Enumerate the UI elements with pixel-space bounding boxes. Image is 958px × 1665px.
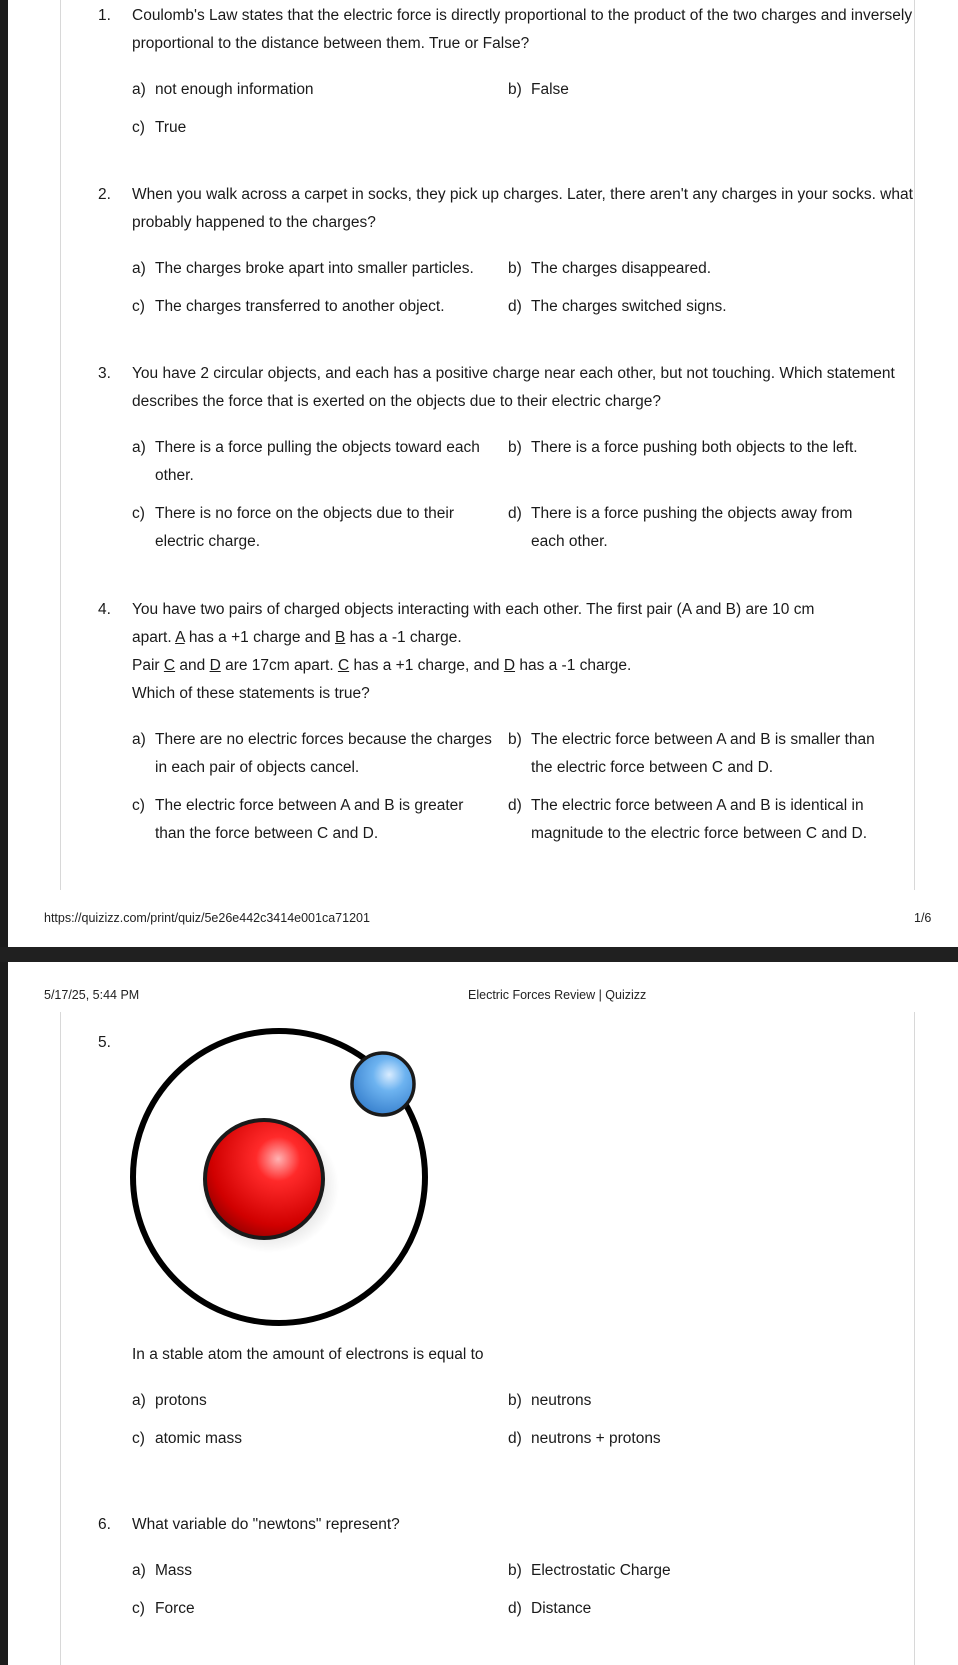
question-number: 2. xyxy=(98,186,111,203)
option-d[interactable]: d) The electric force between A and B is identical in magnitude to the electric force between C and D. xyxy=(508,797,868,842)
options xyxy=(132,434,918,550)
question-5 xyxy=(98,1029,918,1453)
option-a[interactable]: a) The charges broke apart into smaller particles. xyxy=(132,260,474,277)
question-2 xyxy=(98,181,918,321)
question-text: When you walk across a carpet in socks, they pick up charges. Later, there aren't any charges in your socks. what probably happened to the charges? xyxy=(132,186,913,231)
page-border-left xyxy=(60,0,61,890)
option-c[interactable]: c) atomic mass xyxy=(132,1430,242,1447)
question-text: In a stable atom the amount of electrons is equal to xyxy=(132,1346,484,1363)
print-page-2 xyxy=(8,962,958,1665)
options xyxy=(132,255,918,321)
option-c[interactable]: c) Force xyxy=(132,1600,195,1617)
footer-page-number: 1/6 xyxy=(914,911,932,925)
atom-diagram-container xyxy=(132,1029,918,1331)
option-b[interactable]: b) The electric force between A and B is smaller than the electric force between C and D. xyxy=(508,731,875,776)
option-b[interactable]: b) neutrons xyxy=(508,1392,592,1409)
option-b[interactable]: b) False xyxy=(508,81,569,98)
question-1 xyxy=(98,2,918,142)
option-c[interactable]: c) The charges transferred to another object. xyxy=(132,298,445,315)
option-c[interactable]: c) True xyxy=(132,119,187,136)
question-4 xyxy=(98,596,918,866)
option-c[interactable]: c) There is no force on the objects due to their electric charge. xyxy=(132,505,454,550)
header-title: Electric Forces Review | Quizizz xyxy=(468,988,647,1002)
question-text: Coulomb's Law states that the electric force is directly proportional to the product of the two charges and inversely proportional to the distance between them. True or False? xyxy=(132,7,913,52)
page-border-left xyxy=(60,1012,61,1665)
option-a[interactable]: a) not enough information xyxy=(132,81,314,98)
option-b[interactable]: b) There is a force pushing both objects to the left. xyxy=(508,439,858,456)
option-b[interactable]: b) The charges disappeared. xyxy=(508,260,712,277)
question-number: 5. xyxy=(98,1034,111,1051)
electron xyxy=(352,1053,414,1115)
question-6 xyxy=(98,1511,918,1623)
nucleus xyxy=(205,1120,323,1238)
question-number: 6. xyxy=(98,1516,111,1533)
options xyxy=(132,726,918,866)
option-d[interactable]: d) Distance xyxy=(508,1600,592,1617)
option-d[interactable]: d) neutrons + protons xyxy=(508,1430,661,1447)
option-a[interactable]: a) There are no electric forces because the charges in each pair of objects cancel. xyxy=(132,731,492,776)
options xyxy=(132,76,918,142)
print-page-1 xyxy=(8,0,958,947)
question-number: 3. xyxy=(98,365,111,382)
atom-diagram xyxy=(124,1027,434,1337)
option-d[interactable]: d) The charges switched signs. xyxy=(508,298,727,315)
question-3 xyxy=(98,360,918,550)
question-text: You have two pairs of charged objects interacting with each other. The first pair (A and B) are 10 cm apart. A has a +1 charge and B has a -1 charge. Pair C and D are 17cm apart. C has a +1 charge, and D has a -1 charge. Which of these statements is true? xyxy=(132,601,815,702)
option-c[interactable]: c) The electric force between A and B is greater than the force between C and D. xyxy=(132,797,464,842)
option-a[interactable]: a) protons xyxy=(132,1392,207,1409)
header-datetime: 5/17/25, 5:44 PM xyxy=(44,988,140,1002)
question-number: 4. xyxy=(98,601,111,618)
footer-url[interactable]: https://quizizz.com/print/quiz/5e26e442c3414e001ca71201 xyxy=(44,911,370,925)
option-d[interactable]: d) There is a force pushing the objects away from each other. xyxy=(508,505,853,550)
option-b[interactable]: b) Electrostatic Charge xyxy=(508,1562,671,1579)
options xyxy=(132,1557,918,1623)
question-text: What variable do "newtons" represent? xyxy=(132,1516,400,1533)
question-number: 1. xyxy=(98,7,111,24)
option-a[interactable]: a) There is a force pulling the objects toward each other. xyxy=(132,439,480,484)
question-text: You have 2 circular objects, and each has a positive charge near each other, but not touching. Which statement describes the force that is exerted on the objects due to their electric charge? xyxy=(132,365,895,410)
option-a[interactable]: a) Mass xyxy=(132,1562,193,1579)
options xyxy=(132,1387,918,1453)
page-separator xyxy=(0,947,958,962)
